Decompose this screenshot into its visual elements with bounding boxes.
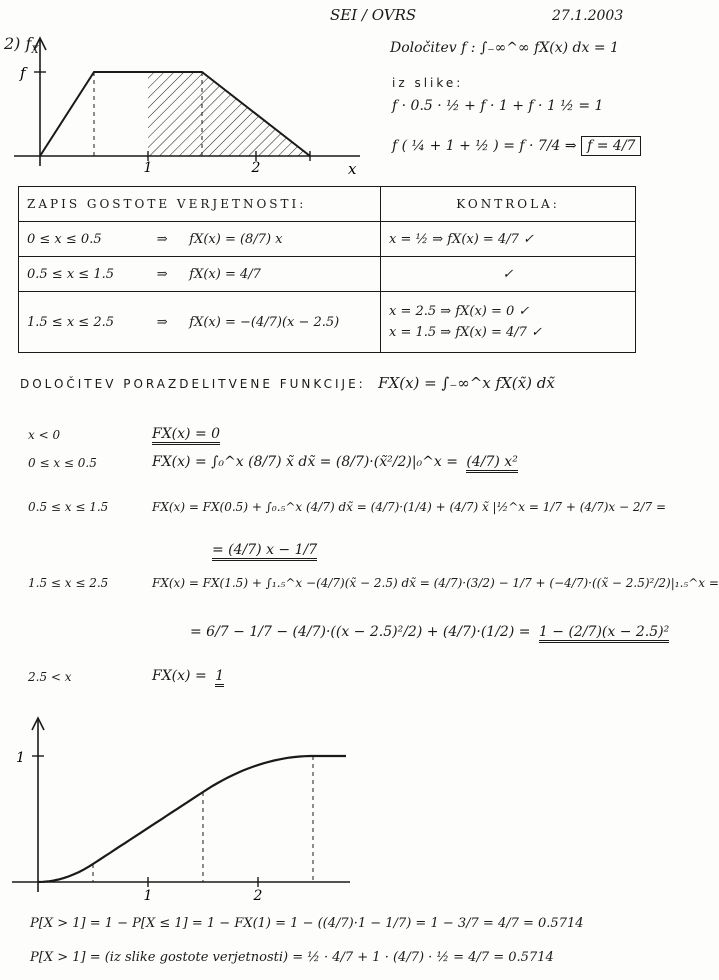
table-row: [19, 222, 636, 257]
case-cond-1: 0 ≤ x ≤ 0.5: [28, 456, 97, 470]
case-line-1: [152, 454, 518, 471]
normalization-result: f = 4/7: [581, 136, 641, 156]
row-expression: fX(x) = 4/7: [189, 266, 261, 282]
pdf-table-header-left: ZAPIS GOSTOTE VERJETNOSTI:: [19, 187, 381, 222]
pdf-table-header: [19, 187, 636, 222]
cdf-curve: [38, 756, 346, 882]
pdf-x-axis-label: x: [348, 160, 357, 178]
case-result-0: FX(x) = 0: [152, 426, 220, 445]
cdf-heading: [20, 374, 555, 393]
case-line-2b: [212, 542, 317, 559]
hatched-area: [148, 72, 310, 156]
normalization-line-3: f · 0.5 · ½ + f · 1 + f · 1 ½ = 1: [392, 98, 604, 114]
case-line-3b: [190, 624, 669, 641]
pdf-plot: [0, 28, 380, 178]
case-line-4: [152, 668, 224, 685]
cdf-x-tick-label-2: 2: [253, 888, 263, 904]
implies-arrow: ⇒: [156, 231, 168, 247]
pdf-x-tick-label-2: 2: [251, 160, 261, 176]
pdf-x-tick-label-1: 1: [143, 160, 153, 176]
table-row: [19, 292, 636, 353]
page-date: 27.1.2003: [552, 8, 624, 24]
case-cond-4: 2.5 < x: [28, 670, 72, 684]
row-expression: fX(x) = (8/7) x: [189, 231, 283, 247]
pdf-plot-label: 2) $f_X$: [4, 34, 39, 57]
case-line-3: FX(x) = FX(1.5) + ∫₁.₅^x −(4/7)(x̃ − 2.5) dx̃ = (4/7)·(3/2) − 1/7 + (−4/7)·((x̃ − 2.5)²/2)|₁.₅^x =: [152, 576, 719, 590]
row-condition: 0 ≤ x ≤ 0.5: [27, 231, 102, 247]
case-derivation-3: = 6/7 − 1/7 − (4/7)·((x − 2.5)²/2) + (4/7)·(1/2) =: [190, 624, 531, 640]
case-result-1: (4/7) x²: [466, 454, 517, 473]
pdf-table-cell-formula: [19, 222, 381, 257]
check-line-2: x = 1.5 ⇒ fX(x) = 4/7 ✓: [389, 325, 542, 340]
implies-arrow: ⇒: [156, 314, 168, 330]
case-result-3: 1 − (2/7)(x − 2.5)²: [539, 624, 669, 643]
pdf-table-cell-formula: [19, 257, 381, 292]
cdf-plot: [0, 710, 370, 904]
check-line-1: x = 2.5 ⇒ fX(x) = 0 ✓: [389, 304, 530, 319]
cdf-y-tick-label: 1: [16, 750, 25, 766]
normalization-line-1: Določitev f : ∫₋∞^∞ fX(x) dx = 1: [390, 40, 619, 56]
case-result-2: = (4/7) x − 1/7: [212, 542, 317, 561]
page-title: SEI / OVRS: [330, 6, 417, 24]
row-condition: 1.5 ≤ x ≤ 2.5: [27, 314, 114, 330]
row-condition: 0.5 ≤ x ≤ 1.5: [27, 266, 114, 282]
case-cond-3: 1.5 ≤ x ≤ 2.5: [28, 576, 109, 590]
case-line-0: [152, 426, 220, 443]
case-cond-0: x < 0: [28, 428, 61, 442]
normalization-line-2: iz slike:: [392, 76, 464, 90]
pdf-table-cell-formula: [19, 292, 381, 353]
pdf-table-cell-check: ✓: [381, 257, 636, 292]
row-expression: fX(x) = −(4/7)(x − 2.5): [189, 314, 340, 330]
pdf-table: [18, 186, 636, 353]
case-line-2: FX(x) = FX(0.5) + ∫₀.₅^x (4/7) dx̃ = (4/7)·(1/4) + (4/7) x̃ |½^x = 1/7 + (4/7)x − 2/7 =: [152, 500, 667, 514]
case-result-4: 1: [215, 668, 224, 687]
pdf-table-cell-check: [381, 292, 636, 353]
pdf-f-tick-label: f: [20, 64, 26, 82]
table-row: [19, 257, 636, 292]
cdf-heading-text: DOLOČITEV PORAZDELITVENE FUNKCIJE:: [20, 377, 366, 391]
normalization-line-4: [392, 138, 641, 155]
pdf-table-header-right: KONTROLA:: [381, 187, 636, 222]
pdf-table-cell-check: x = ½ ⇒ fX(x) = 4/7 ✓: [381, 222, 636, 257]
normalization-equation: f ( ¼ + 1 + ½ ) = f · 7/4 ⇒: [392, 138, 577, 154]
probability-line-2: P[X > 1] = (iz slike gostote verjetnosti) = ½ · 4/7 + 1 · (4/7) · ½ = 4/7 = 0.5714: [30, 950, 554, 965]
cdf-heading-formula: FX(x) = ∫₋∞^x fX(x̃) dx̃: [378, 374, 555, 392]
probability-line-1: P[X > 1] = 1 − P[X ≤ 1] = 1 − FX(1) = 1 − ((4/7)·1 − 1/7) = 1 − 3/7 = 4/7 = 0.5714: [30, 916, 584, 931]
case-cond-2: 0.5 ≤ x ≤ 1.5: [28, 500, 109, 514]
cdf-x-tick-label-1: 1: [143, 888, 153, 904]
case-derivation-4: FX(x) =: [152, 668, 207, 684]
case-derivation-1: FX(x) = ∫₀^x (8/7) x̃ dx̃ = (8/7)·(x̃²/2)|₀^x =: [152, 454, 458, 470]
implies-arrow: ⇒: [156, 266, 168, 282]
